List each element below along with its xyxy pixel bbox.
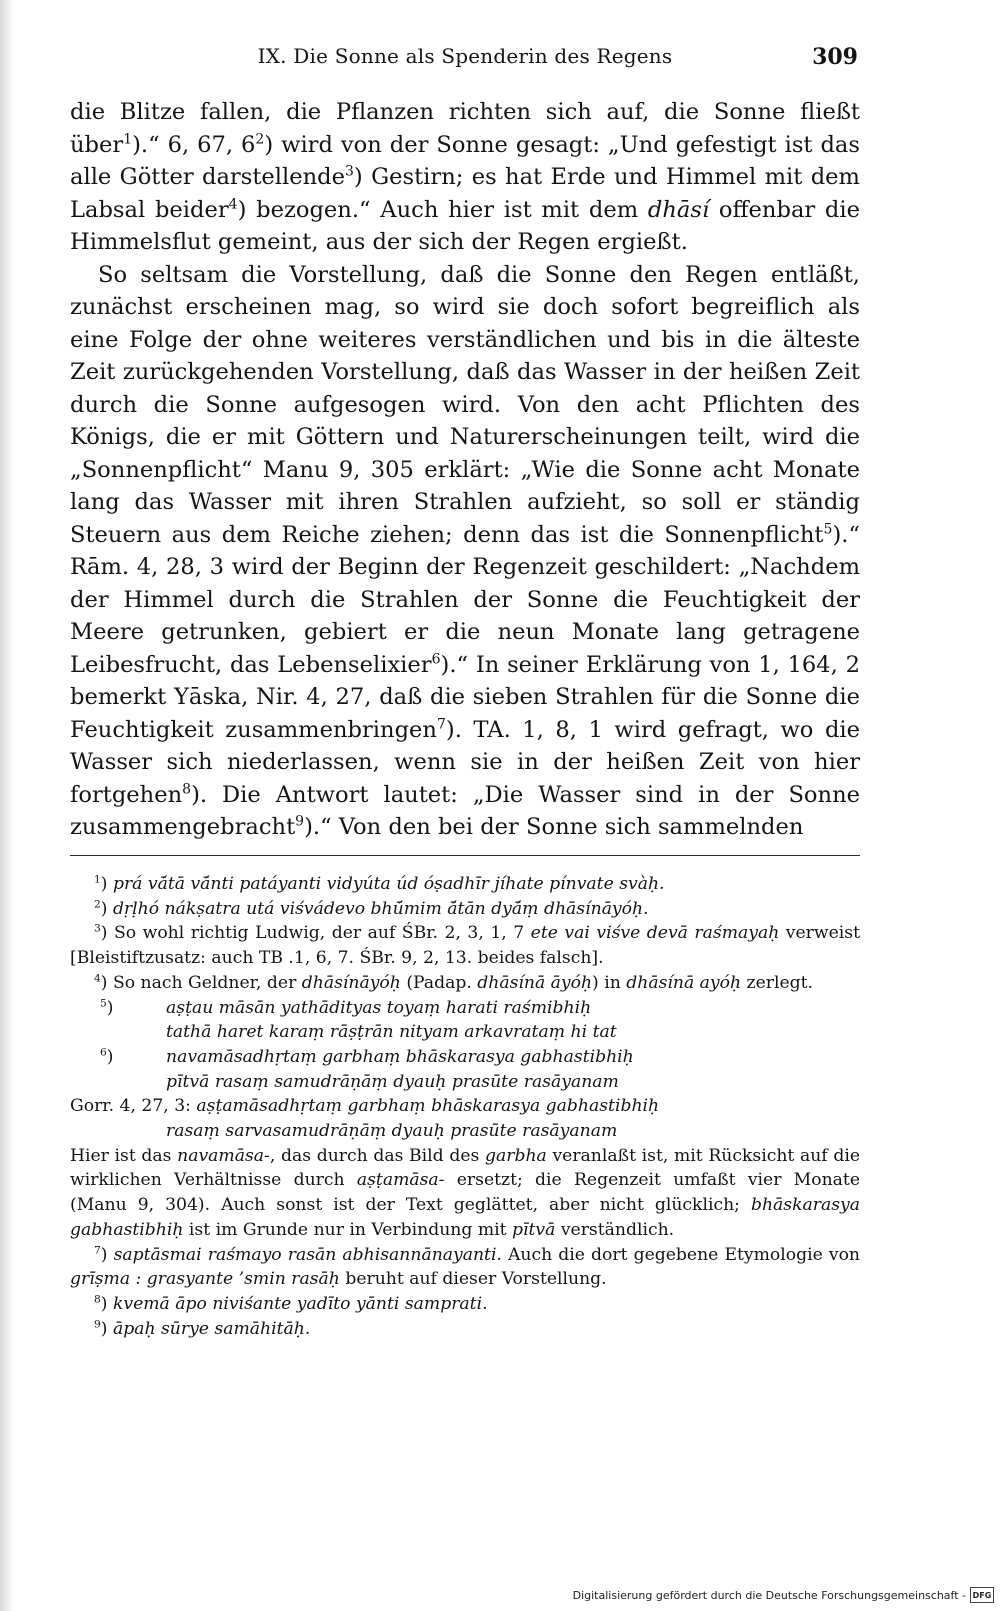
text-run: ) So wohl richtig Ludwig, der auf ŚBr. 2, 3, 1, 7: [100, 923, 531, 944]
footnote-marker: 1: [123, 130, 133, 147]
italic-text: dhāsínā āyóḥ: [477, 972, 593, 993]
footnotes: [70, 872, 860, 1341]
text-run: ) Gestirn; es hat Erde und Himmel mit dem Labsal beider: [70, 164, 860, 223]
chapter-title: IX. Die Sonne als Spenderin des Regens: [257, 44, 673, 68]
italic-text: dṛḷhó nákṣatra utá viśvádevo bhū́mim ā́tān dyā́ṃ dhāsínāyóḥ.: [112, 898, 649, 919]
text-run: ist im Grunde nur in Verbindung mit: [183, 1219, 512, 1240]
footnote-marker: 1: [94, 872, 101, 886]
footnote-marker: 9: [94, 1316, 101, 1330]
footnote-3: [70, 921, 860, 970]
footnote-5-line-1: $^5$) aṣṭau māsān yathādityas toyaṃ harati raśmibhiḥ: [100, 995, 592, 1018]
gorresio-line-1: [70, 1094, 860, 1119]
text-run: verständlich.: [555, 1219, 675, 1240]
italic-text: prá vā́tā vā́nti patáyanti vidyúta úd óṣadhīr jíhate pínvate svàḥ.: [112, 874, 665, 894]
footnote-marker: 3: [94, 921, 101, 935]
footnote-marker: 3: [344, 163, 354, 180]
footnote-8: [70, 1292, 860, 1317]
footnote-6-number: 6: [100, 1045, 107, 1059]
text-run: ): [100, 898, 113, 919]
gorresio-line-2: rasaṃ sarvasamudrāṇāṃ dyauḥ prasūte rasāyanam: [166, 1121, 618, 1142]
text-run: offenbar die Himmelsflut gemeint, aus der sich der Regen ergießt.: [70, 196, 860, 255]
italic-text: pītvā: [511, 1219, 556, 1240]
footnote-marker: 4: [94, 971, 101, 985]
text-run: ) wird von der Sonne gesagt: „Und gefestigt ist das alle Götter darstellende: [70, 131, 860, 190]
text-run: (Padap.: [400, 972, 478, 993]
text-run: ): [100, 1244, 114, 1265]
italic-text: bhāskarasya gabhastibhiḥ: [70, 1195, 860, 1240]
text-run: ). TA. 1, 8, 1 wird gefragt, wo die Wasser sich niederlassen, wenn sie in der heißen Zeit von hier fortgehen: [70, 716, 861, 808]
italic-text: aṣṭamāsa-: [356, 1170, 445, 1191]
running-header: [72, 44, 858, 78]
text-run: ): [100, 874, 113, 894]
footnote-6-comment: [70, 1144, 860, 1243]
page-number: 309: [812, 44, 858, 70]
text-run: ): [100, 1318, 113, 1339]
footer-text: Digitalisierung gefördert durch die Deutsche Forschungsgemeinschaft -: [572, 1588, 966, 1602]
italic-text: āpaḥ sūrye samāhitāḥ.: [112, 1318, 311, 1339]
text-run: ).“ Rām. 4, 28, 3 wird der Beginn der Regenzeit geschildert: „Nachdem der Himmel durch die Strahlen der Sonne die Feuchtigkeit der Meere getrunken, gebiert er die neun Monate lang getragene Leibesfrucht, das Lebenselixier: [70, 521, 860, 678]
italic-text: dhāsí: [647, 196, 710, 223]
footnote-5-line-2: tathā haret karaṃ rāṣṭrān nityam arkavrataṃ hi tat: [166, 1022, 617, 1043]
verse-text: navamāsadhṛtaṃ garbhaṃ bhāskarasya gabhastibhiḥ: [166, 1046, 634, 1067]
footnote-marker: 4: [228, 195, 238, 212]
text-run: veranlaßt ist, mit Rücksicht auf die wirklichen Verhältnisse durch: [70, 1145, 860, 1191]
italic-text: navamāsa-: [177, 1145, 270, 1166]
paragraph-2: [70, 259, 860, 844]
footnote-marker: 7: [94, 1242, 101, 1256]
italic-text: ete vai viśve devā raśmayaḥ: [530, 923, 780, 944]
text-run: die Blitze fallen, die Pflanzen richten sich auf, die Sonne fließt über: [70, 99, 860, 158]
italic-text: dhāsínā ayóḥ: [626, 972, 742, 993]
text-run: ) So nach Geldner, der: [100, 972, 302, 993]
text-run: ) in: [592, 972, 627, 993]
footnote-marker: 9: [295, 813, 305, 830]
footnote-marker: 2: [255, 130, 265, 147]
page-edge-shadow: [0, 0, 14, 1611]
verse-text: aṣṭamāsadhṛtaṃ garbhaṃ bhāskarasya gabhastibhiḥ: [196, 1096, 660, 1117]
text-run: ) bezogen.“ Auch hier ist mit dem: [237, 196, 648, 223]
text-run: Auch die dort gegebene Etymologie von: [501, 1244, 860, 1265]
footnote-marker: 8: [182, 780, 192, 797]
text-run: , das durch das Bild des: [269, 1145, 485, 1166]
footnote-7: [70, 1243, 860, 1292]
text-run: beruht auf dieser Vorstellung.: [339, 1269, 607, 1290]
text-run: ). Die Antwort lautet: „Die Wasser sind in der Sonne zusammengebracht: [70, 781, 860, 840]
text-run: ): [100, 1293, 113, 1314]
verse-text: aṣṭau māsān yathādityas toyaṃ harati raśmibhiḥ: [166, 997, 592, 1018]
italic-text: kvemā āpo niviśante yadīto yānti samprati.: [112, 1293, 488, 1314]
footnote-1: [70, 872, 860, 897]
text-run: zerlegt.: [741, 972, 813, 993]
text-run: ersetzt; die Regenzeit umfaßt vier Monate (Manu 9, 304). Auch sonst ist der Text geglättet, aber nicht glücklich;: [70, 1170, 861, 1216]
text-run: verweist [Bleistiftzusatz: auch TB .1, 6, 7. ŚBr. 9, 2, 13. beides falsch].: [70, 923, 861, 969]
italic-text: grīṣma : grasyante ’smin rasāḥ: [70, 1269, 340, 1290]
italic-text: dhāsínāyóḥ: [301, 972, 401, 993]
footnote-4: [70, 971, 860, 996]
footnote-9: [70, 1317, 860, 1342]
main-text: [70, 96, 860, 844]
digitization-footer: [573, 1585, 994, 1605]
footnote-marker: 7: [436, 715, 446, 732]
dfg-logo: DFG: [970, 1587, 994, 1603]
footnote-6-line-2: pītvā rasaṃ samudrāṇāṃ dyauḥ prasūte rasāyanam: [166, 1071, 619, 1092]
text-run: ).“ 6, 67, 6: [132, 131, 256, 158]
italic-text: garbha: [485, 1145, 547, 1166]
footnote-marker: 8: [94, 1292, 101, 1306]
footnote-marker: 5: [823, 520, 833, 537]
gorresio-ref: Gorr. 4, 27, 3:: [70, 1096, 197, 1117]
text-run: ).“ Von den bei der Sonne sich sammelnden: [304, 814, 804, 840]
text-run: So seltsam die Vorstellung, daß die Sonne den Regen entläßt, zunächst erscheinen mag, so wird sie doch sofort begreiflich als eine Folge der ohne weiteres verständlichen und bis in die älteste Zeit zurückgehenden Vorstellung, daß das Wasser in der heißen Zeit durch die Sonne aufgesogen wird. Von den acht Pflichten des Königs, die er mit Göttern und Naturerscheinungen teilt, wird die „Sonnenpflicht“ Manu 9, 305 erklärt: „Wie die Sonne acht Monate lang das Wasser mit ihren Strahlen aufzieht, so soll er ständig Steuern aus dem Reiche ziehen; denn das ist die Sonnenpflicht: [70, 261, 860, 548]
text-run: ).“ In seiner Erklärung von 1, 164, 2 bemerkt Yāska, Nir. 4, 27, daß die sieben Strahlen für die Sonne die Feuchtigkeit zusammenbringen: [70, 651, 861, 743]
footnote-2: [70, 897, 860, 922]
footnote-5-number: 5: [100, 995, 107, 1009]
footnote-marker: 6: [431, 650, 441, 667]
footnote-divider: [70, 855, 860, 856]
italic-text: saptāsmai raśmayo rasān abhisannānayanti.: [113, 1244, 502, 1265]
footnote-marker: 2: [94, 896, 101, 910]
paragraph-1: [70, 96, 860, 259]
footnote-6-line-1: $^6$) navamāsadhṛtaṃ garbhaṃ bhāskarasya gabhastibhiḥ: [100, 1045, 634, 1067]
text-run: Hier ist das: [70, 1145, 178, 1166]
